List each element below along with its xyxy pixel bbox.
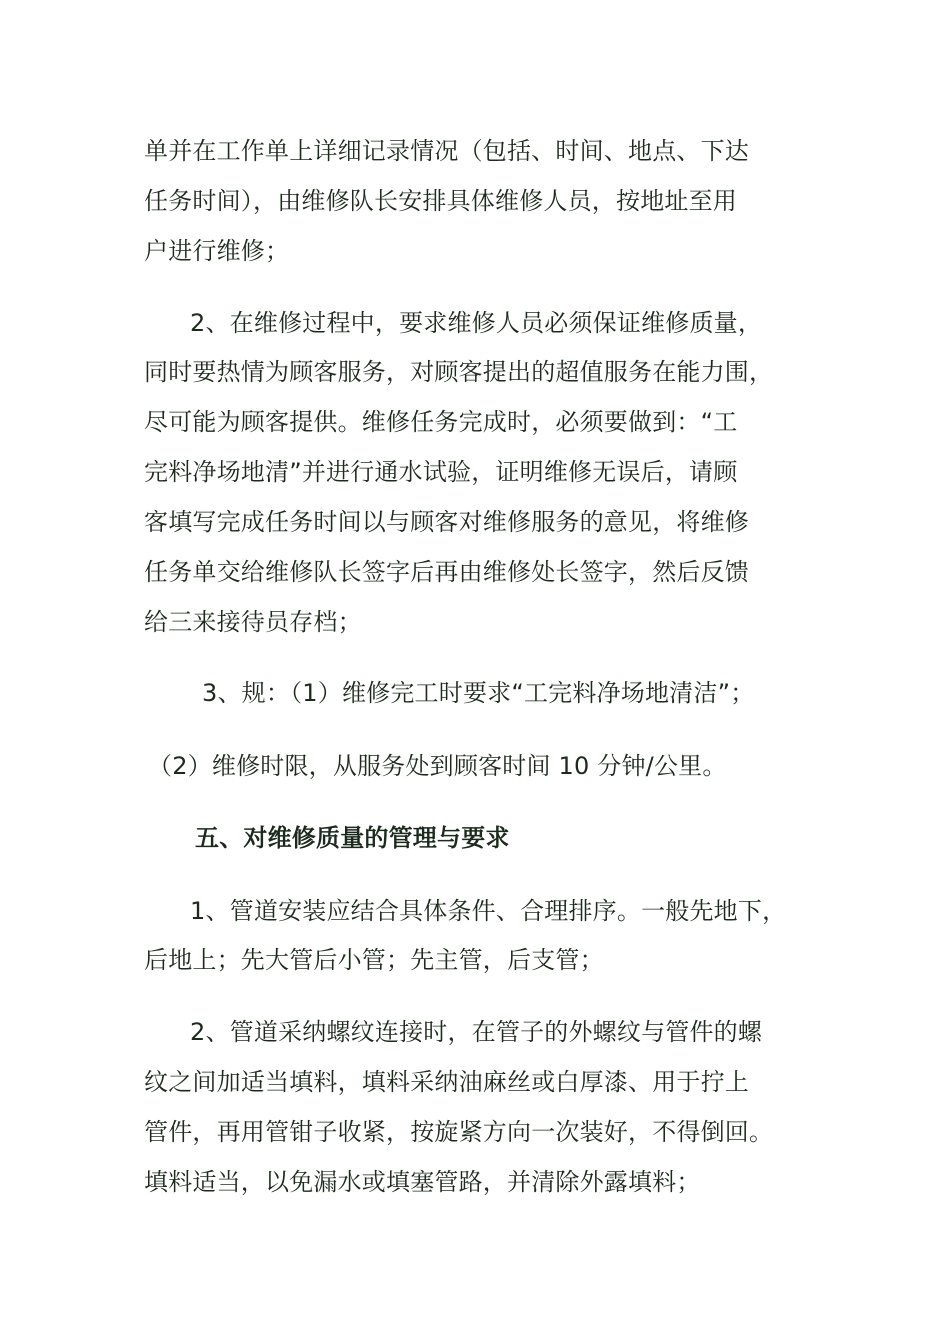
- text-line: 填料适当，以免漏水或填塞管路，并清除外露填料；: [144, 1168, 701, 1196]
- text-line: 客填写完成任务时间以与顾客对维修服务的意见，将维修: [144, 508, 749, 536]
- section-heading: 五、对维修质量的管理与要求: [195, 824, 510, 852]
- text-line: 任务时间），由维修队长安排具体维修人员，按地址至用: [144, 187, 737, 215]
- text-line: 单并在工作单上详细记录情况（包括、时间、地点、下达: [144, 137, 749, 165]
- text-line: （2）维修时限，从服务处到顾客时间 10 分钟/公里。: [148, 752, 727, 780]
- text-line: 户进行维修；: [144, 237, 290, 265]
- text-line: 给三来接待员存档；: [144, 608, 362, 636]
- text-line: 3、规：（1）维修完工时要求“工完料净场地清洁”；: [202, 679, 755, 707]
- text-line: 管件，再用管钳子收紧，按旋紧方向一次装好，不得倒回。: [144, 1118, 774, 1146]
- text-line: 纹之间加适当填料，填料采纳油麻丝或白厚漆、用于拧上: [144, 1068, 749, 1096]
- text-line: 尽可能为顾客提供。维修任务完成时，必须要做到：“工: [144, 408, 738, 436]
- text-line: 2、在维修过程中，要求维修人员必须保证维修质量，: [190, 309, 763, 337]
- text-line: 同时要热情为顾客服务，对顾客提出的超值服务在能力围，: [144, 358, 774, 386]
- text-line: 1、管道安装应结合具体条件、合理排序。一般先地下，: [190, 897, 787, 925]
- text-line: 任务单交给维修队长签字后再由维修处长签字，然后反馈: [144, 558, 749, 586]
- text-line: 完料净场地清”并进行通水试验，证明维修无误后，请顾: [144, 458, 738, 486]
- text-line: 后地上；先大管后小管；先主管，后支管；: [144, 946, 604, 974]
- text-line: 2、管道采纳螺纹连接时，在管子的外螺纹与管件的螺: [190, 1018, 763, 1046]
